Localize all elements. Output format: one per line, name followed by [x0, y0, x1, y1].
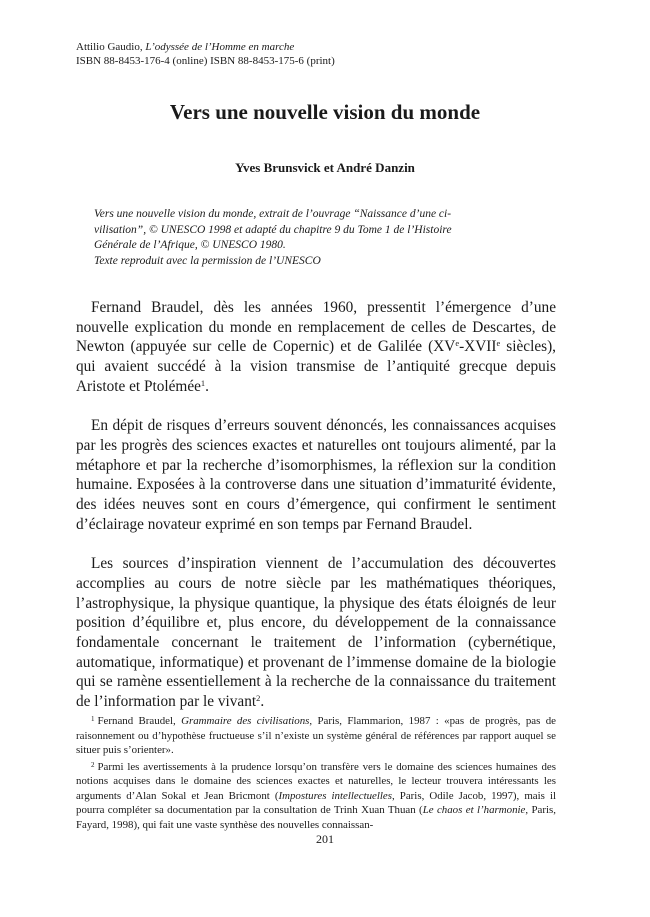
- footnote-mark: 2: [91, 760, 95, 769]
- footnote-text: , Paris, Flammarion, 1987 : «pas de progrès, pas de raisonnement ou d’hypothèse fructueuse s’il n’existe un système général de références par rapport auquel se situer puis s’orienter».: [76, 715, 556, 756]
- header-author: Attilio Gaudio,: [76, 41, 146, 53]
- footnote-1: [76, 712, 556, 758]
- paragraph-text: Fernand Braudel, dès les années 1960, pressentit l’émergence d’une nouvelle explication du monde en remplacement de celles de Descartes, de Newton (appuyée sur celle de Copernic) et de Galilée (XV: [76, 299, 556, 356]
- footnotes: [76, 712, 556, 832]
- abstract-line: Texte reproduit avec la permission de l’UNESCO: [94, 254, 321, 267]
- paragraph-text: .: [260, 693, 265, 711]
- abstract-line: Générale de l’Afrique, © UNESCO 1980.: [94, 239, 286, 251]
- footnote-2: [76, 758, 556, 833]
- page-number: 201: [316, 832, 334, 846]
- header-citation: [76, 40, 335, 54]
- footnote-text: , Paris, Odile Jacob, 1997), mais il pourra compléter sa documentation par la consultation de Trinh Xuan Thuan (: [76, 789, 556, 816]
- paragraph-text: Les sources d’inspiration viennent de l’accumulation des découvertes accomplies au cours de notre siècle par les mathématiques théoriques, l’astrophysique, la physique quantique, la physique des états éloignés de leur position d’équilibre et, plus encore, du développement de la connaissance fondamentale concernant le traitement de l’information (cybernétique, automatique, informatique) et provenant de l’immense domaine de la biologie qui se ramène essentiellement à la recherche de la connaissance du traitement de l’information par le vivant: [76, 555, 556, 711]
- abstract-note: [94, 207, 559, 269]
- authors: Yves Brunsvick et André Danzin: [235, 160, 415, 175]
- paragraph-1: [76, 298, 556, 397]
- superscript: e: [455, 339, 460, 349]
- header-isbn: ISBN 88-8453-176-4 (online) ISBN 88-8453-175-6 (print): [76, 55, 335, 67]
- paragraph-text: siècles), qui avaient succédé à la vision transmise de l’antiquité grecque depuis Aristote et Ptolémée: [76, 338, 556, 395]
- footnote-book-title: Le chaos et l’harmonie: [422, 804, 526, 816]
- abstract-line: Vers une nouvelle vision du monde, extrait de l’ouvrage “Naissance d’une ci-: [94, 208, 452, 220]
- footnote-ref[interactable]: 2: [256, 693, 261, 703]
- superscript: e: [496, 339, 501, 349]
- body-text: [76, 298, 556, 731]
- footnote-book-title: Grammaire des civilisations: [181, 715, 310, 727]
- paragraph-text: .: [205, 377, 209, 395]
- footnote-mark: 1: [91, 715, 95, 723]
- paragraph-2: En dépit de risques d’erreurs souvent dénoncés, les connaissances acquises par les progrès des sciences exactes et naturelles ont toujours alimenté, par la métaphore et par la recherche d’isomorphismes, la réflexion sur la condition humaine. Exposées à la controverse dans une situation d’immaturité évidente, des idées neuves sont en cours d’émergence, qui confirment le sentiment d’éclairage novateur exprimé en son temps par Fernand Braudel.: [76, 417, 556, 533]
- footnote-text: Parmi les avertissements à la prudence lorsqu’on transfère vers le domaine des sciences humaines des notions acquises dans le domaine des sciences exactes et naturelles, le lecteur trouvera intéressants les arguments d’Alan Sokal et Jean Bricmont (: [76, 760, 556, 802]
- footnote-book-title: Impostures intellectuelles: [278, 789, 393, 802]
- paragraph-text: -XVII: [459, 338, 497, 356]
- running-header: [76, 40, 335, 68]
- footnote-text: Fernand Braudel,: [97, 715, 182, 727]
- page-title: Vers une nouvelle vision du monde: [169, 100, 481, 124]
- abstract-line: vilisation”, © UNESCO 1998 et adapté du chapitre 9 du Tome 1 de l’Histoire: [94, 223, 452, 236]
- footnote-text: , Paris, Fayard, 1998), qui fait une vaste synthèse des nouvelles connaissan-: [76, 804, 556, 831]
- paragraph-3: [76, 554, 556, 712]
- footnote-ref[interactable]: 1: [200, 378, 206, 388]
- header-book-title: L’odyssée de l’Homme en marche: [145, 41, 295, 53]
